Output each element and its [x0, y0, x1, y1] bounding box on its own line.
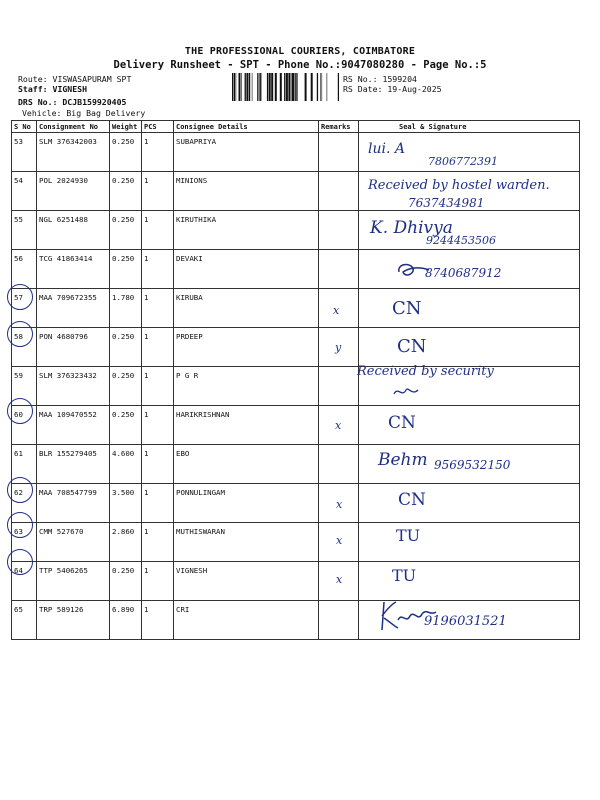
row-sno: 64: [12, 562, 37, 601]
row-weight: 0.250: [110, 406, 142, 445]
row-pcs: 1: [142, 289, 174, 328]
phone-61: 9569532150: [434, 458, 511, 472]
table-row: [12, 328, 580, 367]
rs-date-label: RS Date:: [343, 84, 383, 94]
row-pcs: 1: [142, 211, 174, 250]
runsheet-table: [11, 120, 580, 640]
route-line: [18, 74, 131, 84]
row-seal-signature: [359, 484, 580, 523]
row-pcs: 1: [142, 445, 174, 484]
staff-label: Staff:: [18, 84, 48, 94]
row-consignee: KIRUBA: [174, 289, 319, 328]
row-sno: 62: [12, 484, 37, 523]
runsheet-title: [0, 59, 600, 71]
row-consignment-no: POL 2024930: [37, 172, 110, 211]
row-consignee: PRDEEP: [174, 328, 319, 367]
row-consignee: DEVAKI: [174, 250, 319, 289]
table-row: [12, 289, 580, 328]
remark-mark-62: x: [336, 498, 343, 511]
route-value: VISWASAPURAM SPT: [52, 74, 132, 84]
row-remarks: [319, 172, 359, 211]
staff-value: VIGNESH: [52, 84, 88, 94]
signature-53: lui. A: [368, 141, 405, 157]
row-seal-signature: [359, 328, 580, 367]
row-remarks: [319, 211, 359, 250]
col-sno: S No: [12, 121, 37, 133]
drs-label: DRS No.:: [18, 97, 58, 107]
row-sno: 59: [12, 367, 37, 406]
col-consignee: Consignee Details: [174, 121, 319, 133]
remark-mark-60: x: [335, 419, 342, 432]
row-remarks: [319, 601, 359, 640]
row-consignment-no: TTP 5406265: [37, 562, 110, 601]
note-63: TU: [396, 526, 421, 545]
col-weight: Weight: [110, 121, 142, 133]
rs-no-value: 1599204: [382, 74, 417, 84]
note-57: CN: [392, 298, 422, 319]
table-row: [12, 523, 580, 562]
signature-59: [392, 384, 420, 400]
row-consignment-no: PON 4680796: [37, 328, 110, 367]
circle-mark-60: [7, 398, 33, 424]
row-remarks: [319, 367, 359, 406]
remark-mark-57: x: [333, 304, 340, 317]
row-consignee: VIGNESH: [174, 562, 319, 601]
row-consignee: MINIONS: [174, 172, 319, 211]
row-sno: 56: [12, 250, 37, 289]
col-pcs: PCS: [142, 121, 174, 133]
circle-mark-57: [7, 284, 33, 310]
row-sno: 63: [12, 523, 37, 562]
row-sno: 57: [12, 289, 37, 328]
row-remarks: [319, 445, 359, 484]
row-weight: 0.250: [110, 367, 142, 406]
phone-54: 7637434981: [408, 196, 485, 210]
row-consignee: HARIKRISHNAN: [174, 406, 319, 445]
row-sno: 55: [12, 211, 37, 250]
row-weight: 1.780: [110, 289, 142, 328]
row-consignment-no: TRP 589126: [37, 601, 110, 640]
row-pcs: 1: [142, 523, 174, 562]
row-weight: 4.600: [110, 445, 142, 484]
row-consignee: MUTHISWARAN: [174, 523, 319, 562]
table-row: [12, 367, 580, 406]
vehicle-label: Vehicle:: [22, 108, 62, 118]
row-remarks: [319, 250, 359, 289]
row-consignee: P G R: [174, 367, 319, 406]
col-remarks: Remarks: [319, 121, 359, 133]
row-pcs: 1: [142, 562, 174, 601]
phone-55: 9244453506: [426, 234, 496, 247]
row-weight: 0.250: [110, 211, 142, 250]
rs-date-value: 19-Aug-2025: [387, 84, 442, 94]
row-weight: 2.860: [110, 523, 142, 562]
row-sno: 53: [12, 133, 37, 172]
row-sno: 60: [12, 406, 37, 445]
remark-mark-63: x: [336, 534, 343, 547]
rs-date-line: [343, 84, 442, 94]
row-consignment-no: CMM 527670: [37, 523, 110, 562]
col-seal-signature: Seal & Signature: [359, 121, 580, 133]
phone-53: 7806772391: [428, 155, 498, 168]
row-consignment-no: SLM 376342003: [37, 133, 110, 172]
row-pcs: 1: [142, 172, 174, 211]
drs-value: DCJB159920405: [62, 97, 127, 107]
circle-mark-62: [7, 477, 33, 503]
remark-mark-64: x: [336, 573, 343, 586]
rs-no-label: RS No.:: [343, 74, 378, 84]
row-sno: 61: [12, 445, 37, 484]
table-row: [12, 484, 580, 523]
note-59: Received by security: [357, 364, 494, 379]
row-consignment-no: TCG 41863414: [37, 250, 110, 289]
row-consignee: EBO: [174, 445, 319, 484]
row-sno: 65: [12, 601, 37, 640]
row-weight: 0.250: [110, 328, 142, 367]
drs-line: [18, 97, 126, 107]
row-remarks: [319, 133, 359, 172]
table-row: [12, 562, 580, 601]
row-pcs: 1: [142, 328, 174, 367]
circle-mark-63: [7, 512, 33, 538]
row-pcs: 1: [142, 367, 174, 406]
row-pcs: 1: [142, 406, 174, 445]
route-label: Route:: [18, 74, 48, 84]
phone-65: 9196031521: [424, 614, 507, 629]
row-sno: 54: [12, 172, 37, 211]
circle-mark-58: [7, 321, 33, 347]
row-seal-signature: [359, 523, 580, 562]
row-consignee: CRI: [174, 601, 319, 640]
row-pcs: 1: [142, 484, 174, 523]
note-62: CN: [398, 490, 426, 510]
row-weight: 6.890: [110, 601, 142, 640]
row-weight: 0.250: [110, 172, 142, 211]
runsheet-heading: Delivery Runsheet - SPT - Phone No.:9047080280: [113, 59, 405, 71]
row-consignment-no: MAA 708547799: [37, 484, 110, 523]
phone-56: 8740687912: [425, 266, 502, 280]
circle-mark-64: [7, 549, 33, 575]
row-weight: 0.250: [110, 562, 142, 601]
signature-61: Behm: [378, 450, 428, 470]
row-pcs: 1: [142, 250, 174, 289]
vehicle-value: Big Bag Delivery: [66, 108, 146, 118]
staff-line: [18, 84, 87, 94]
row-pcs: 1: [142, 601, 174, 640]
row-consignment-no: BLR 155279405: [37, 445, 110, 484]
rs-no-line: [343, 74, 417, 84]
row-pcs: 1: [142, 133, 174, 172]
row-weight: 3.500: [110, 484, 142, 523]
row-consignment-no: SLM 376323432: [37, 367, 110, 406]
table-header-row: [12, 121, 580, 133]
row-consignment-no: NGL 6251488: [37, 211, 110, 250]
remark-mark-58: y: [335, 341, 342, 354]
table-row: [12, 406, 580, 445]
row-consignee: KIRUTHIKA: [174, 211, 319, 250]
row-sno: 58: [12, 328, 37, 367]
col-consignment-no: Consignment No: [37, 121, 110, 133]
barcode-image: [232, 73, 339, 101]
row-weight: 0.250: [110, 133, 142, 172]
note-64: TU: [392, 566, 417, 585]
note-54: Received by hostel warden.: [368, 178, 550, 193]
note-58: CN: [397, 336, 427, 357]
row-consignment-no: MAA 709672355: [37, 289, 110, 328]
note-60: CN: [388, 413, 416, 433]
row-consignee: SUBAPRIYA: [174, 133, 319, 172]
row-consignee: PONNULINGAM: [174, 484, 319, 523]
signature-55: K. Dhivya: [370, 218, 453, 238]
row-consignment-no: MAA 109470552: [37, 406, 110, 445]
vehicle-line: [22, 108, 145, 118]
company-title: THE PROFESSIONAL COURIERS, COIMBATORE: [184, 46, 416, 57]
page-number: - Page No.:5: [410, 59, 487, 71]
row-weight: 0.250: [110, 250, 142, 289]
